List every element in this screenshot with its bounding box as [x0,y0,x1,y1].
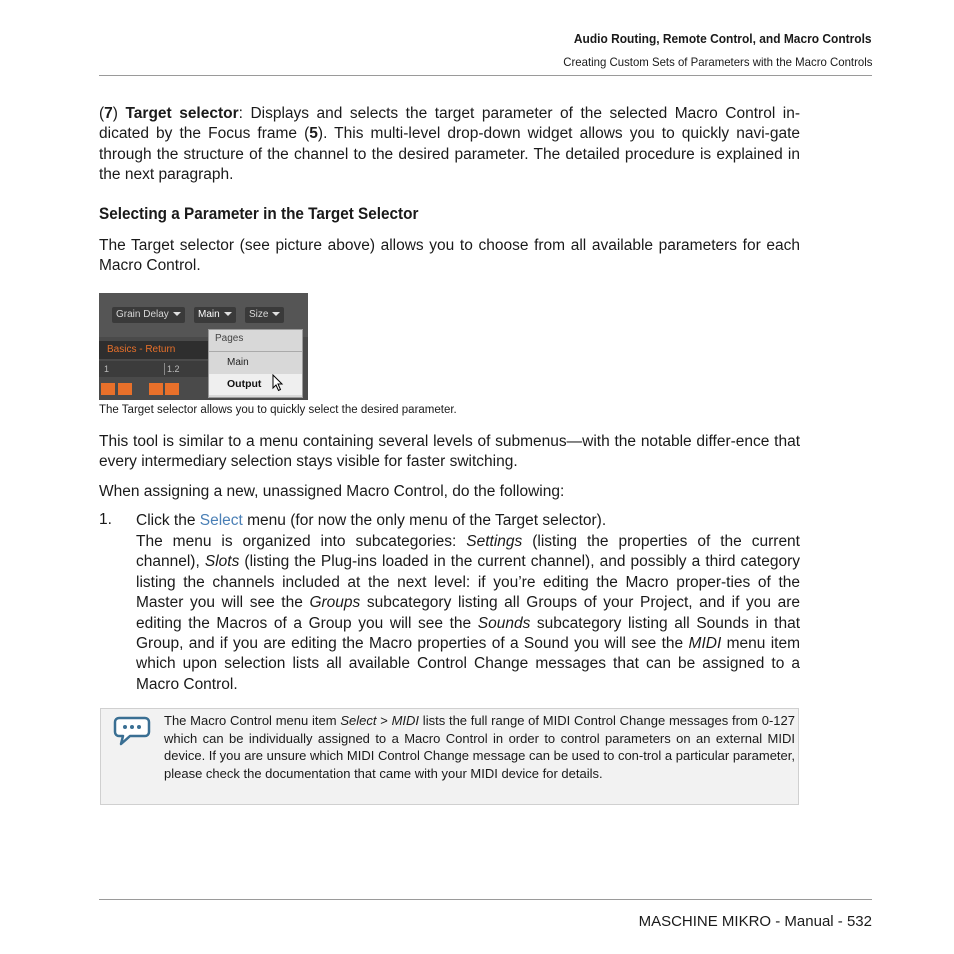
knob-divider [164,363,165,375]
sounds-term: Sounds [477,614,531,632]
item-term: Target selector [125,105,239,122]
note-text [164,712,795,782]
running-header-subtitle: Creating Custom Sets of Parameters with the Macro Controls [562,55,872,69]
figure-caption: The Target selector allows you to quickly select the desired parameter. [99,404,457,416]
step-text: menu (for now the only menu of the Target selector). [242,512,607,529]
crumb-size[interactable] [245,307,284,323]
item-number: 7 [104,105,113,122]
running-header-title: Audio Routing, Remote Control, and Macro Controls [574,31,872,46]
groups-term: Groups [309,594,361,612]
note-select-term: Select [340,713,377,728]
body-text: (listing the properties of the current channel), [136,533,800,571]
focus-frame-ref: 5 [309,125,318,143]
body-text: The menu is organized into subcategories: [136,533,467,550]
menu-separator [209,351,302,352]
menu-item-output[interactable]: Output [209,374,302,395]
assign-paragraph: When assigning a new, unassigned Macro Control, do the following: [99,483,565,500]
knob-row [99,361,208,377]
menu-item-main[interactable]: Main [227,357,249,368]
pad-1[interactable] [101,383,115,395]
note-box [100,708,799,805]
section-heading: Selecting a Parameter in the Target Selector [99,204,419,223]
target-selector-paragraph: (7) Target selector: Displays and selects the target parameter of the selected Macro Control in-dicated by the Focus frame (5). This multi-level drop-down widget allows you to quickly navi-gate through the structure of the channel to the desired parameter. The detailed procedure is explained in the next paragraph. [99,105,801,184]
crumb-label: Main [198,309,220,320]
settings-term: Settings [466,533,523,550]
item-text-2: ). This multi-level drop-down widget allows you to quickly navi-gate through the structure of the channel to the desired parameter. The detailed procedure is explained in the next paragraph. [99,125,801,184]
crumb-label: Grain Delay [116,309,169,320]
similar-tool-paragraph: This tool is similar to a menu containing several levels of submenus—with the notable differ-ence that every intermediary selection stays visible for faster switching. [99,433,800,471]
crumb-label: Size [249,309,269,320]
note-part: The Macro Control menu item [164,713,341,728]
chevron-down-icon [224,312,232,316]
intro-paragraph: The Target selector (see picture above) allows you to choose from all available parameters for each Macro Control. [99,237,800,275]
pad-2[interactable] [118,383,132,395]
slot-label: Basics - Return [99,341,208,359]
knob-label-2: 1.2 [167,364,180,374]
midi-term: MIDI [688,635,722,653]
speech-bubble-icon [113,715,151,747]
knob-label-1: 1 [104,364,110,374]
item-text-1: : Displays and selects the target parameter of the selected Macro Control in-dicated by the Focus frame ( [99,105,800,143]
chevron-down-icon [272,312,280,316]
pages-menu [208,329,303,398]
menu-header: Pages [215,333,244,344]
body-text: menu item which upon selection lists all available Control Change messages that can be assigned to a Macro Control. [136,635,800,693]
pad-3[interactable] [149,383,163,395]
pad-4[interactable] [165,383,179,395]
step-number: 1. [99,511,112,528]
chevron-down-icon [173,312,181,316]
target-selector-screenshot [99,293,308,400]
crumb-grain-delay[interactable] [112,307,185,323]
select-menu-link[interactable]: Select [199,512,243,529]
mouse-cursor-icon [272,374,284,392]
note-midi-term: MIDI [391,713,420,728]
body-text: subcategory listing all Sounds in that Group, and if you are editing the Macro properties of a Sound you will see the [136,614,801,653]
step-1-body [136,532,800,695]
body-text: (listing the Plug-ins loaded in the current channel), and possibly a third category listing the channels included at the next level: if you’re editing the Macro proper-ties of the Master you will see the [136,553,801,612]
crumb-main[interactable] [194,307,236,323]
slots-term: Slots [204,553,240,571]
step-text: Click the [136,512,200,529]
note-part: lists the full range of MIDI Control Change messages from 0-127 which can be individually assigned to a Macro Control in order to control parameters on an external MIDI device. If you are unsure which MIDI Control Change message can be used to con-trol a particular parameter, please check the documentation that came with your MIDI device for details. [164,713,795,781]
footer-page-label: MASCHINE MIKRO - Manual - 532 [638,913,872,930]
note-part: > [376,713,392,728]
step-1-line [136,511,800,531]
header-rule [99,75,872,76]
body-text: subcategory listing all Groups of your Project, and if you are editing the Macros of a Group you will see the [136,594,800,632]
footer-rule [99,899,872,900]
